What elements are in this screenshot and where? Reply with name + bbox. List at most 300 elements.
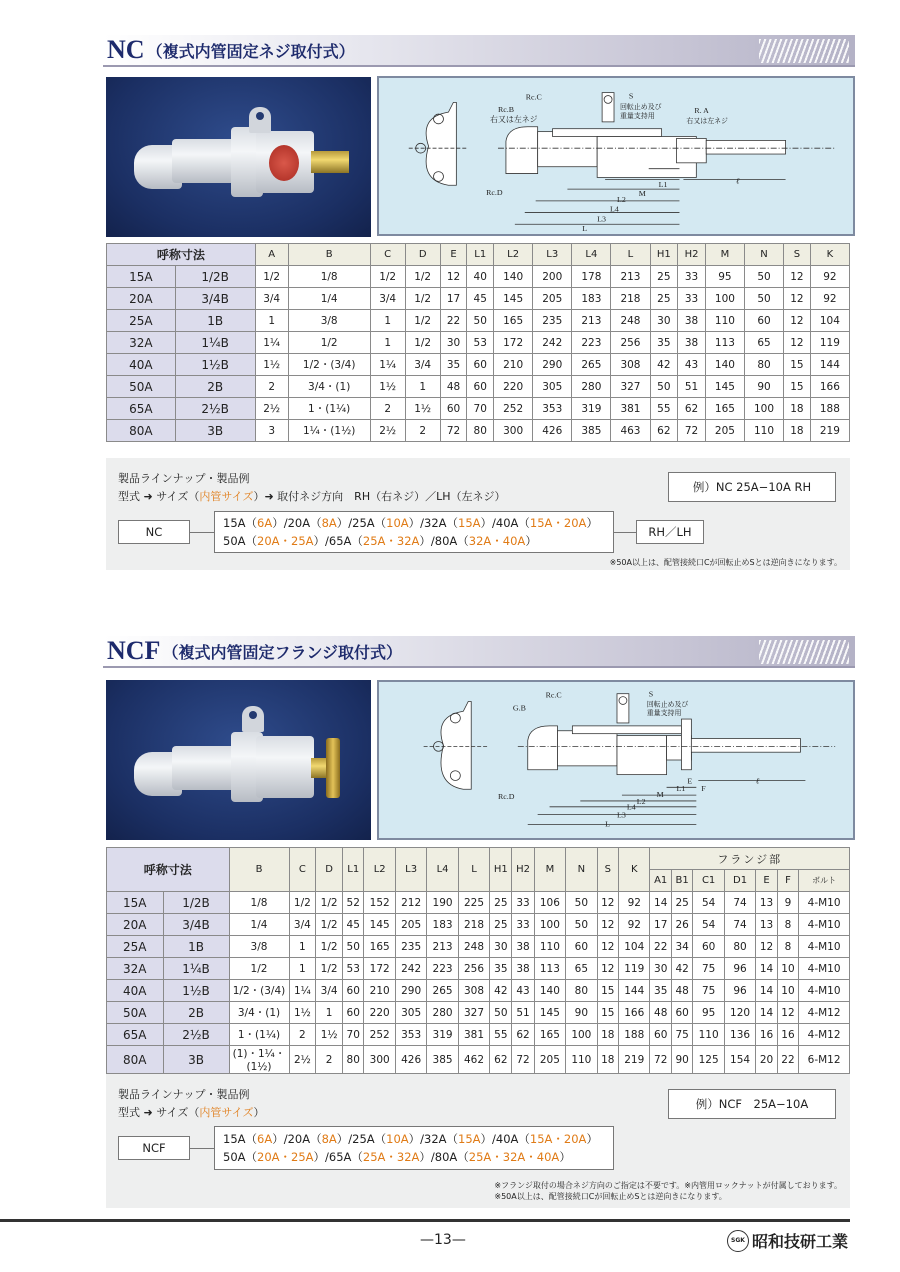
value-cell: 212 — [395, 892, 426, 914]
svg-text:S: S — [628, 91, 634, 101]
value-cell: 353 — [533, 398, 572, 420]
nominal-size-cell: 32A — [107, 332, 176, 354]
value-cell: 74 — [724, 914, 755, 936]
value-cell: 110 — [705, 310, 744, 332]
value-cell: 3 — [255, 420, 288, 442]
value-cell: 252 — [364, 1024, 395, 1046]
value-cell: 15 — [784, 354, 811, 376]
col-H1: H1 — [490, 848, 512, 892]
value-cell: 62 — [512, 1024, 534, 1046]
table-row — [107, 936, 850, 958]
value-cell: 1/2 — [229, 958, 289, 980]
value-cell: 60 — [343, 980, 364, 1002]
value-cell: 8 — [777, 936, 798, 958]
value-cell: 1½ — [405, 398, 440, 420]
value-cell: 353 — [395, 1024, 426, 1046]
value-cell: 265 — [572, 354, 611, 376]
value-cell: 3/4 — [316, 980, 343, 1002]
value-cell: 110 — [566, 1046, 597, 1074]
ncf-sizes-box — [214, 1126, 614, 1170]
col-L: L — [611, 244, 650, 266]
value-cell: 92 — [619, 914, 650, 936]
col-L1: L1 — [467, 244, 494, 266]
value-cell: 30 — [650, 958, 671, 980]
value-cell: 2 — [316, 1046, 343, 1074]
value-cell: 22 — [650, 936, 671, 958]
value-cell: 65 — [744, 332, 783, 354]
value-cell: 72 — [440, 420, 467, 442]
col-H2: H2 — [678, 244, 706, 266]
nominal-size-cell: 65A — [107, 398, 176, 420]
value-cell: 43 — [678, 354, 706, 376]
value-cell: 2 — [255, 376, 288, 398]
col-L2: L2 — [364, 848, 395, 892]
value-cell: 463 — [611, 420, 650, 442]
value-cell: 145 — [494, 288, 533, 310]
value-cell: 3/4・(1) — [229, 1002, 289, 1024]
svg-text:回転止め及び: 回転止め及び — [619, 104, 662, 112]
value-cell: 80 — [724, 936, 755, 958]
nominal-size-cell: 80A — [107, 1046, 164, 1074]
value-cell: 1・(1¼) — [288, 398, 370, 420]
value-cell: 92 — [619, 892, 650, 914]
value-cell: 3/4 — [289, 914, 316, 936]
value-cell: 219 — [810, 420, 849, 442]
value-cell: 166 — [619, 1002, 650, 1024]
value-cell: 50 — [566, 892, 597, 914]
ncf-example-box: 例）NCF 25A−10A — [668, 1089, 836, 1119]
value-cell: 178 — [572, 266, 611, 288]
value-cell: 381 — [458, 1024, 489, 1046]
table-row — [107, 376, 850, 398]
value-cell: 1 — [370, 332, 405, 354]
value-cell: 1/8 — [288, 266, 370, 288]
value-cell: 4-M10 — [799, 958, 850, 980]
value-cell: 1・(1¼) — [229, 1024, 289, 1046]
value-cell: 10 — [777, 980, 798, 1002]
nc-product-photo — [106, 77, 371, 237]
value-cell: 55 — [650, 398, 678, 420]
svg-text:L4: L4 — [610, 204, 619, 214]
value-cell: 13 — [756, 892, 777, 914]
value-cell: 165 — [705, 398, 744, 420]
col-D: D — [316, 848, 343, 892]
value-cell: 74 — [724, 892, 755, 914]
nominal-size-cell: 1/2B — [175, 266, 255, 288]
value-cell: 113 — [705, 332, 744, 354]
value-cell: 145 — [534, 1002, 565, 1024]
col-L2: L2 — [494, 244, 533, 266]
value-cell: 18 — [784, 398, 811, 420]
value-cell: 1½ — [289, 1002, 316, 1024]
value-cell: 110 — [534, 936, 565, 958]
nominal-size-cell: 2½B — [175, 398, 255, 420]
nominal-size-header: 呼称寸法 — [107, 244, 256, 266]
value-cell: 70 — [467, 398, 494, 420]
value-cell: 219 — [619, 1046, 650, 1074]
value-cell: 104 — [810, 310, 849, 332]
value-cell: 26 — [671, 914, 692, 936]
value-cell: 12 — [597, 936, 618, 958]
value-cell: 51 — [678, 376, 706, 398]
value-cell: 319 — [572, 398, 611, 420]
value-cell: 62 — [678, 398, 706, 420]
ncf-table-body — [107, 892, 850, 1074]
value-cell: 30 — [650, 310, 678, 332]
nc-sizes-line-1: 15A（6A）/20A（8A）/25A（10A）/32A（15A）/40A（15A・20A） — [223, 516, 598, 530]
value-cell: 42 — [671, 958, 692, 980]
value-cell: 1¼ — [289, 980, 316, 1002]
svg-text:重量支持用: 重量支持用 — [646, 710, 682, 718]
value-cell: 100 — [744, 398, 783, 420]
value-cell: 80 — [467, 420, 494, 442]
value-cell: 35 — [440, 354, 467, 376]
value-cell: 75 — [671, 1024, 692, 1046]
value-cell: 75 — [693, 958, 724, 980]
ncf-lineup-panel — [106, 1074, 850, 1208]
value-cell: 210 — [494, 354, 533, 376]
svg-text:重量支持用: 重量支持用 — [619, 113, 655, 120]
value-cell: 14 — [650, 892, 671, 914]
value-cell: 140 — [705, 354, 744, 376]
value-cell: 16 — [777, 1024, 798, 1046]
nc-spec-table — [106, 243, 850, 442]
value-cell: 1 — [255, 310, 288, 332]
value-cell: 90 — [744, 376, 783, 398]
svg-text:右又は左ネジ: 右又は左ネジ — [686, 117, 729, 125]
value-cell: 92 — [810, 288, 849, 310]
nominal-size-header: 呼称寸法 — [107, 848, 230, 892]
nominal-size-cell: 1/2B — [163, 892, 229, 914]
value-cell: 25 — [671, 892, 692, 914]
value-cell: 235 — [533, 310, 572, 332]
col-M: M — [705, 244, 744, 266]
value-cell: 38 — [512, 936, 534, 958]
value-cell: 220 — [494, 376, 533, 398]
value-cell: 100 — [566, 1024, 597, 1046]
col-S: S — [784, 244, 811, 266]
col-L: L — [458, 848, 489, 892]
value-cell: 1¼ — [370, 354, 405, 376]
value-cell: 327 — [611, 376, 650, 398]
ncf-notes: ※フランジ取付の場合ネジ方向のご指定は不要です。※内管用ロックナットが付属しております。 ※50A以上は、配管接続口Cが回転止めSとは逆向きになります。 — [494, 1181, 842, 1201]
value-cell: 60 — [440, 398, 467, 420]
value-cell: 280 — [572, 376, 611, 398]
col-L1: L1 — [343, 848, 364, 892]
value-cell: 120 — [724, 1002, 755, 1024]
value-cell: 125 — [693, 1046, 724, 1074]
value-cell: 80 — [744, 354, 783, 376]
value-cell: 4-M10 — [799, 980, 850, 1002]
value-cell: 14 — [756, 958, 777, 980]
col-E: E — [756, 870, 777, 892]
nominal-size-cell: 1¼B — [163, 958, 229, 980]
value-cell: 256 — [458, 958, 489, 980]
value-cell: 104 — [619, 936, 650, 958]
col-A1: A1 — [650, 870, 671, 892]
value-cell: 70 — [343, 1024, 364, 1046]
value-cell: 462 — [458, 1046, 489, 1074]
value-cell: 2 — [405, 420, 440, 442]
value-cell: 33 — [678, 288, 706, 310]
table-row — [107, 1046, 850, 1074]
value-cell: 4-M10 — [799, 936, 850, 958]
value-cell: 1/2 — [405, 266, 440, 288]
value-cell: 50 — [343, 936, 364, 958]
value-cell: 60 — [693, 936, 724, 958]
nominal-size-cell: 2B — [163, 1002, 229, 1024]
value-cell: 1 — [289, 936, 316, 958]
value-cell: 4-M12 — [799, 1024, 850, 1046]
value-cell: 96 — [724, 980, 755, 1002]
value-cell: 2½ — [255, 398, 288, 420]
value-cell: 113 — [534, 958, 565, 980]
table-row — [107, 1002, 850, 1024]
svg-text:E: E — [687, 776, 693, 786]
col-H1: H1 — [650, 244, 678, 266]
value-cell: 1¼ — [255, 332, 288, 354]
nominal-size-cell: 2B — [175, 376, 255, 398]
value-cell: 50 — [467, 310, 494, 332]
value-cell: 48 — [671, 980, 692, 1002]
value-cell: 290 — [533, 354, 572, 376]
value-cell: 183 — [572, 288, 611, 310]
value-cell: 3/4 — [405, 354, 440, 376]
col-B: B — [229, 848, 289, 892]
nc-model-description: （複式内管固定ネジ取付式） — [146, 42, 355, 61]
nc-sizes-line-2: 50A（20A・25A）/65A（25A・32A）/80A（32A・40A） — [223, 534, 537, 548]
value-cell: 42 — [490, 980, 512, 1002]
value-cell: 12 — [597, 892, 618, 914]
nominal-size-cell: 3B — [163, 1046, 229, 1074]
value-cell: 218 — [611, 288, 650, 310]
col-bolt: ボルト — [799, 870, 850, 892]
nominal-size-cell: 2½B — [163, 1024, 229, 1046]
value-cell: 220 — [364, 1002, 395, 1024]
svg-text:L3: L3 — [597, 214, 606, 224]
ncf-table-header-row-1 — [107, 848, 850, 870]
value-cell: 136 — [724, 1024, 755, 1046]
value-cell: 225 — [458, 892, 489, 914]
value-cell: 213 — [611, 266, 650, 288]
table-row — [107, 310, 850, 332]
value-cell: 50 — [566, 914, 597, 936]
value-cell: 426 — [533, 420, 572, 442]
header-hatch-decoration — [759, 640, 849, 664]
value-cell: 20 — [756, 1046, 777, 1074]
value-cell: 75 — [693, 980, 724, 1002]
table-row — [107, 266, 850, 288]
nc-lineup-panel — [106, 458, 850, 570]
svg-text:M: M — [656, 790, 664, 800]
col-L4: L4 — [427, 848, 458, 892]
nc-section — [103, 35, 855, 67]
value-cell: 35 — [650, 980, 671, 1002]
value-cell: 2½ — [289, 1046, 316, 1074]
nominal-size-cell: 50A — [107, 1002, 164, 1024]
ncf-section-header — [103, 636, 855, 668]
value-cell: 55 — [490, 1024, 512, 1046]
value-cell: 15 — [597, 980, 618, 1002]
table-row — [107, 892, 850, 914]
value-cell: 205 — [533, 288, 572, 310]
flange-group-header: フランジ部 — [650, 848, 850, 870]
value-cell: 33 — [678, 266, 706, 288]
ncf-model-box: NCF — [118, 1136, 190, 1160]
value-cell: 4-M10 — [799, 914, 850, 936]
ncf-model-code: NCF — [107, 636, 161, 665]
value-cell: 95 — [693, 1002, 724, 1024]
value-cell: 3/4 — [255, 288, 288, 310]
nc-table-body — [107, 266, 850, 442]
value-cell: 22 — [777, 1046, 798, 1074]
value-cell: 60 — [467, 354, 494, 376]
nc-section-header — [103, 35, 855, 67]
nominal-size-cell: 80A — [107, 420, 176, 442]
value-cell: 205 — [534, 1046, 565, 1074]
value-cell: 12 — [784, 288, 811, 310]
value-cell: 38 — [512, 958, 534, 980]
table-row — [107, 914, 850, 936]
company-name: 昭和技研工業 — [751, 1232, 848, 1251]
value-cell: 300 — [494, 420, 533, 442]
value-cell: 3/4・(1) — [288, 376, 370, 398]
value-cell: 1/4 — [229, 914, 289, 936]
value-cell: 218 — [458, 914, 489, 936]
value-cell: 80 — [566, 980, 597, 1002]
value-cell: 1/2 — [405, 332, 440, 354]
ncf-model-description: （複式内管固定フランジ取付式） — [162, 643, 403, 662]
svg-text:L1: L1 — [658, 180, 668, 190]
value-cell: 10 — [777, 958, 798, 980]
value-cell: 34 — [671, 936, 692, 958]
value-cell: 12 — [784, 310, 811, 332]
value-cell: 280 — [427, 1002, 458, 1024]
ncf-lineup-flow: 型式 ➜ サイズ（内管サイズ） — [118, 1106, 265, 1119]
value-cell: 119 — [810, 332, 849, 354]
value-cell: 1¼・(1½) — [288, 420, 370, 442]
value-cell: 1/2・(3/4) — [229, 980, 289, 1002]
value-cell: 65 — [566, 958, 597, 980]
nominal-size-cell: 20A — [107, 288, 176, 310]
ncf-dimension-drawing — [377, 680, 855, 840]
value-cell: 1/2 — [316, 914, 343, 936]
value-cell: 15 — [784, 376, 811, 398]
value-cell: 100 — [534, 914, 565, 936]
col-K: K — [619, 848, 650, 892]
value-cell: 385 — [572, 420, 611, 442]
value-cell: 72 — [512, 1046, 534, 1074]
value-cell: 165 — [494, 310, 533, 332]
table-row — [107, 420, 850, 442]
value-cell: 95 — [705, 266, 744, 288]
value-cell: 166 — [810, 376, 849, 398]
ncf-sizes-line-1: 15A（6A）/20A（8A）/25A（10A）/32A（15A）/40A（15A・20A） — [223, 1132, 598, 1146]
value-cell: 51 — [512, 1002, 534, 1024]
sgk-logo-icon: SGK — [727, 1230, 749, 1252]
header-hatch-decoration — [759, 39, 849, 63]
value-cell: 1/4 — [288, 288, 370, 310]
value-cell: 53 — [467, 332, 494, 354]
value-cell: 12 — [597, 958, 618, 980]
value-cell: 17 — [440, 288, 467, 310]
value-cell: 223 — [572, 332, 611, 354]
value-cell: 1/2 — [405, 288, 440, 310]
svg-text:右又は左ネジ: 右又は左ネジ — [490, 114, 538, 124]
col-C: C — [370, 244, 405, 266]
value-cell: 40 — [467, 266, 494, 288]
value-cell: 3/4 — [370, 288, 405, 310]
value-cell: 1½ — [370, 376, 405, 398]
value-cell: 16 — [756, 1024, 777, 1046]
value-cell: 106 — [534, 892, 565, 914]
col-S: S — [597, 848, 618, 892]
value-cell: 145 — [364, 914, 395, 936]
company-logo — [727, 1229, 848, 1252]
value-cell: 45 — [467, 288, 494, 310]
label-rc-b: Rc.B — [497, 105, 515, 115]
value-cell: 183 — [427, 914, 458, 936]
value-cell: 13 — [756, 914, 777, 936]
col-C: C — [289, 848, 316, 892]
value-cell: 60 — [566, 936, 597, 958]
value-cell: 205 — [395, 914, 426, 936]
svg-text:ℓ: ℓ — [735, 176, 740, 186]
value-cell: 190 — [427, 892, 458, 914]
svg-text:M: M — [638, 189, 646, 198]
footer-divider — [0, 1219, 850, 1222]
value-cell: 18 — [597, 1046, 618, 1074]
nominal-size-cell: 40A — [107, 354, 176, 376]
value-cell: 96 — [724, 958, 755, 980]
value-cell: 92 — [810, 266, 849, 288]
value-cell: 4-M10 — [799, 892, 850, 914]
value-cell: 12 — [784, 332, 811, 354]
value-cell: 144 — [810, 354, 849, 376]
svg-text:F: F — [701, 784, 706, 794]
value-cell: 152 — [364, 892, 395, 914]
value-cell: 2 — [370, 398, 405, 420]
value-cell: 145 — [705, 376, 744, 398]
value-cell: 242 — [533, 332, 572, 354]
col-N: N — [566, 848, 597, 892]
svg-text:Rc.D: Rc.D — [486, 188, 503, 197]
nominal-size-cell: 25A — [107, 936, 164, 958]
value-cell: 165 — [364, 936, 395, 958]
ncf-section — [103, 636, 855, 668]
value-cell: 248 — [458, 936, 489, 958]
svg-text:Rc.C: Rc.C — [545, 690, 562, 700]
value-cell: 1 — [316, 1002, 343, 1024]
value-cell: 154 — [724, 1046, 755, 1074]
ncf-spec-table — [106, 847, 850, 1074]
value-cell: 305 — [395, 1002, 426, 1024]
nc-model-box: NC — [118, 520, 190, 544]
value-cell: 381 — [611, 398, 650, 420]
nominal-size-cell: 65A — [107, 1024, 164, 1046]
value-cell: 30 — [490, 936, 512, 958]
nc-lineup-title: 製品ラインナップ・製品例 — [118, 472, 250, 485]
value-cell: 1/2 — [370, 266, 405, 288]
value-cell: 213 — [427, 936, 458, 958]
value-cell: 140 — [534, 980, 565, 1002]
value-cell: 9 — [777, 892, 798, 914]
value-cell: 12 — [440, 266, 467, 288]
value-cell: 144 — [619, 980, 650, 1002]
value-cell: 1/8 — [229, 892, 289, 914]
value-cell: 42 — [650, 354, 678, 376]
nominal-size-cell: 3/4B — [175, 288, 255, 310]
